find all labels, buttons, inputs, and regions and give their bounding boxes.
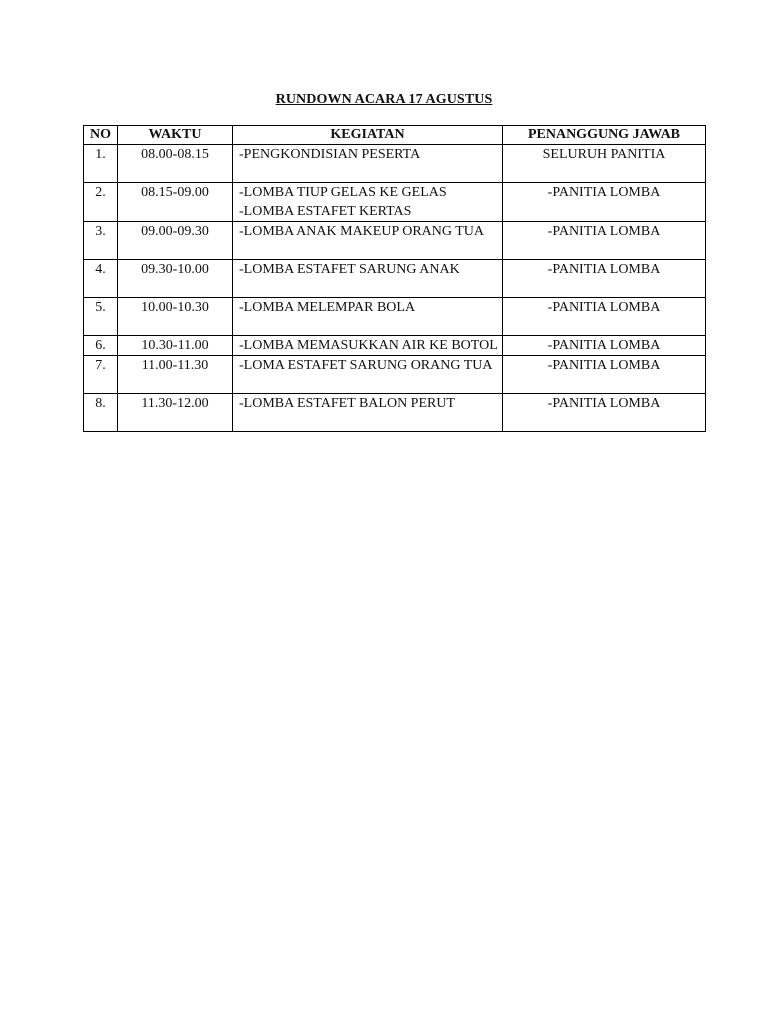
kegiatan-line: -LOMA ESTAFET SARUNG ORANG TUA bbox=[239, 358, 493, 373]
cell-kegiatan bbox=[233, 145, 503, 183]
cell-waktu: 10.00-10.30 bbox=[118, 298, 233, 336]
kegiatan-line: -LOMBA ESTAFET KERTAS bbox=[239, 204, 412, 219]
table-row bbox=[84, 298, 706, 336]
cell-waktu: 09.30-10.00 bbox=[118, 260, 233, 298]
kegiatan-line: -LOMBA ESTAFET SARUNG ANAK bbox=[239, 262, 460, 277]
cell-no: 5. bbox=[84, 298, 118, 336]
cell-kegiatan bbox=[233, 222, 503, 260]
cell-kegiatan bbox=[233, 394, 503, 432]
table-row bbox=[84, 260, 706, 298]
cell-kegiatan bbox=[233, 298, 503, 336]
cell-penanggung-jawab: -PANITIA LOMBA bbox=[503, 183, 706, 222]
kegiatan-line: -PENGKONDISIAN PESERTA bbox=[239, 147, 421, 162]
cell-no: 4. bbox=[84, 260, 118, 298]
header-no: NO bbox=[84, 126, 118, 145]
header-waktu: WAKTU bbox=[118, 126, 233, 145]
kegiatan-line: -LOMBA ESTAFET BALON PERUT bbox=[239, 396, 456, 411]
cell-waktu: 11.30-12.00 bbox=[118, 394, 233, 432]
cell-penanggung-jawab: -PANITIA LOMBA bbox=[503, 394, 706, 432]
page-title: RUNDOWN ACARA 17 AGUSTUS bbox=[275, 92, 493, 107]
kegiatan-line: -LOMBA ANAK MAKEUP ORANG TUA bbox=[239, 224, 485, 239]
cell-waktu: 11.00-11.30 bbox=[118, 356, 233, 394]
cell-kegiatan bbox=[233, 260, 503, 298]
cell-penanggung-jawab: -PANITIA LOMBA bbox=[503, 222, 706, 260]
cell-penanggung-jawab: -PANITIA LOMBA bbox=[503, 356, 706, 394]
cell-no: 8. bbox=[84, 394, 118, 432]
table-row bbox=[84, 183, 706, 222]
cell-no: 3. bbox=[84, 222, 118, 260]
header-kegiatan: KEGIATAN bbox=[233, 126, 503, 145]
cell-no: 2. bbox=[84, 183, 118, 222]
cell-waktu: 09.00-09.30 bbox=[118, 222, 233, 260]
rundown-table bbox=[83, 125, 706, 432]
cell-no: 7. bbox=[84, 356, 118, 394]
cell-waktu: 08.00-08.15 bbox=[118, 145, 233, 183]
cell-penanggung-jawab: SELURUH PANITIA bbox=[503, 145, 706, 183]
kegiatan-line: -LOMBA MELEMPAR BOLA bbox=[239, 300, 416, 315]
cell-penanggung-jawab: -PANITIA LOMBA bbox=[503, 260, 706, 298]
cell-penanggung-jawab: -PANITIA LOMBA bbox=[503, 298, 706, 336]
cell-penanggung-jawab: -PANITIA LOMBA bbox=[503, 336, 706, 356]
table-row bbox=[84, 145, 706, 183]
cell-waktu: 08.15-09.00 bbox=[118, 183, 233, 222]
kegiatan-line: -LOMBA TIUP GELAS KE GELAS bbox=[239, 185, 447, 200]
cell-waktu: 10.30-11.00 bbox=[118, 336, 233, 356]
cell-kegiatan bbox=[233, 356, 503, 394]
cell-kegiatan bbox=[233, 336, 503, 356]
table-row bbox=[84, 356, 706, 394]
kegiatan-line: -LOMBA MEMASUKKAN AIR KE BOTOL bbox=[239, 338, 498, 353]
table-header-row bbox=[84, 126, 706, 145]
table-row bbox=[84, 222, 706, 260]
table-row bbox=[84, 394, 706, 432]
header-penanggung-jawab: PENANGGUNG JAWAB bbox=[503, 126, 706, 145]
cell-no: 1. bbox=[84, 145, 118, 183]
cell-no: 6. bbox=[84, 336, 118, 356]
cell-kegiatan bbox=[233, 183, 503, 222]
table-row bbox=[84, 336, 706, 356]
